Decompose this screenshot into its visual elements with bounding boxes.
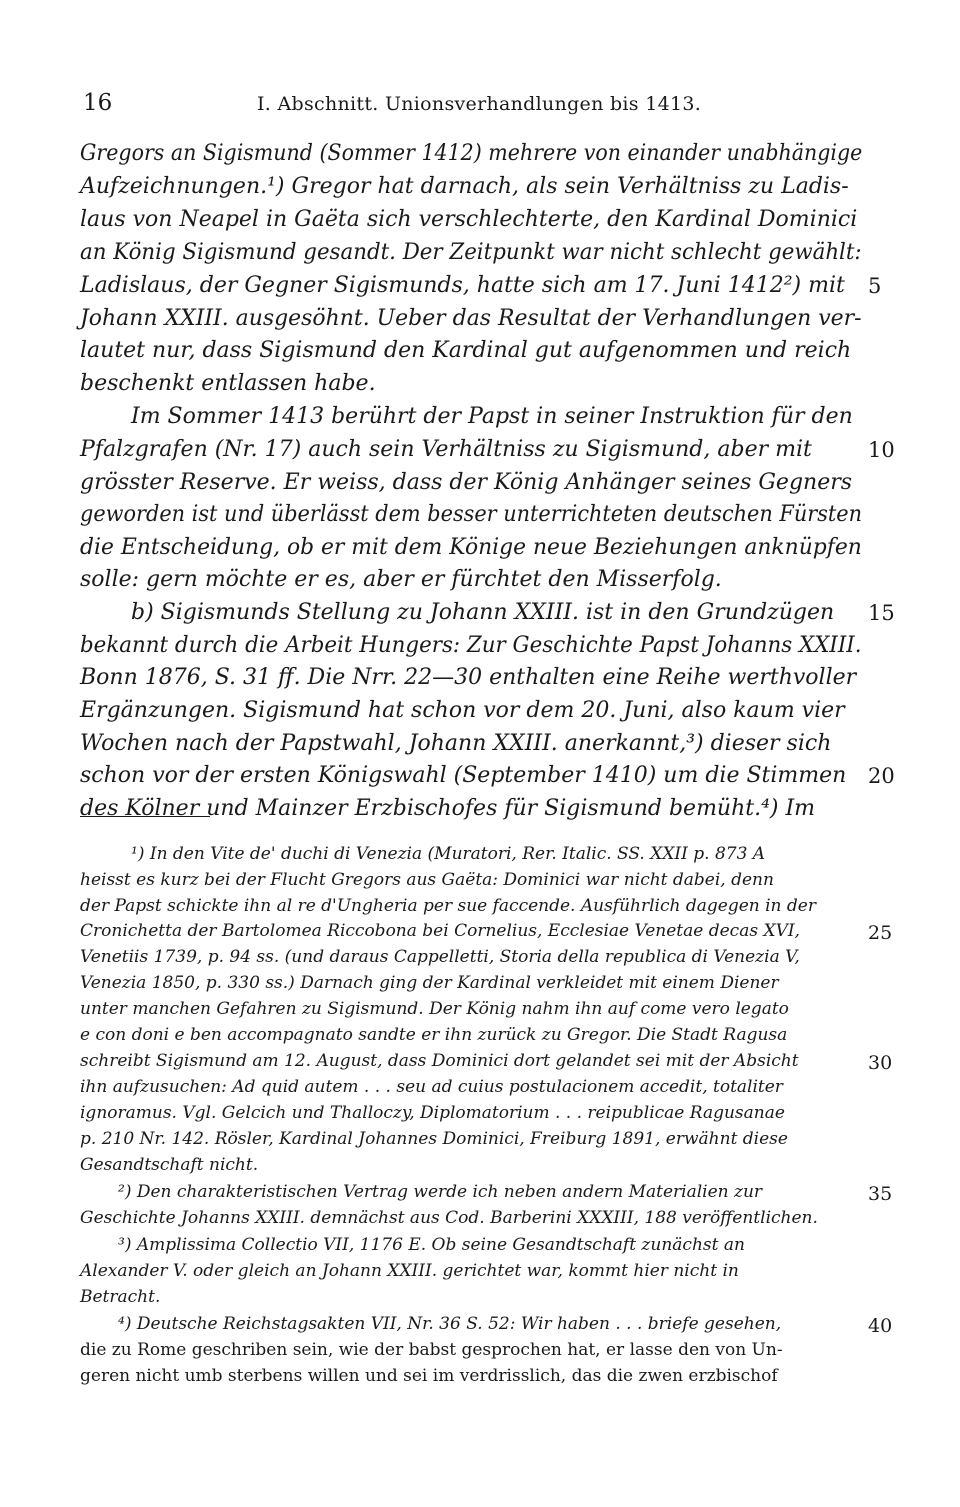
footnote-line: Geschichte Johanns XXIII. demnächst aus Cod. Barberini XXXIII, 188 veröffentlichen. [80,1208,818,1228]
body-line: Ladislaus, der Gegner Sigismunds, hatte sich am 17. Juni 1412²) mit [80,273,845,298]
body-line: Bonn 1876, S. 31 ff. Die Nrr. 22—30 enthalten eine Reihe werthvoller [80,665,857,690]
body-line: bekannt durch die Arbeit Hungers: Zur Geschichte Papst Johanns XXIII. [80,633,862,658]
footnote-line: e con doni e ben accompagnato sandte er ihn zurück zu Gregor. Die Stadt Ragusa [80,1025,788,1045]
body-line: grösster Reserve. Er weiss, dass der König Anhänger seines Gegners [80,470,853,495]
footnote-line: Alexander V. oder gleich an Johann XXIII. gerichtet war, kommt hier nicht in [80,1261,739,1281]
footnote-line: schreibt Sigismund am 12. August, dass Dominici dort gelandet sei mit der Absicht [80,1051,799,1071]
footnote-line: Venezia 1850, p. 330 ss.) Darnach ging der Kardinal verkleidet mit einem Diener [80,973,779,993]
footnote-line: Venetiis 1739, p. 94 ss. (und daraus Cappelletti, Storia della republica di Venezia V, [80,947,800,967]
footnote-line: ²) Den charakteristischen Vertrag werde ich neben andern Materialien zur [118,1182,763,1202]
footnote-line: heisst es kurz bei der Flucht Gregors aus Gaëta: Dominici war nicht dabei, denn [80,870,774,890]
body-line: Im Sommer 1413 berührt der Papst in seiner Instruktion für den [131,404,853,429]
body-line: beschenkt entlassen habe. [80,371,376,396]
footnote-separator [80,816,210,817]
body-line: geworden ist und überlässt dem besser unterrichteten deutschen Fürsten [80,502,863,527]
footnote-line: Cronichetta der Bartolomea Riccobona bei Cornelius, Ecclesiae Venetae decas XVI, [80,921,800,941]
footnote-line: der Papst schickte ihn al re d'Ungheria per sue faccende. Ausführlich dagegen in der [80,896,816,916]
line-number: 20 [868,764,895,788]
body-line: Gregors an Sigismund (Sommer 1412) mehrere von einander unabhängige [80,141,863,166]
footnote-line: Gesandtschaft nicht. [80,1155,259,1175]
line-number: 5 [868,274,882,298]
line-number: 25 [868,922,893,944]
footnote-line: geren nicht umb sterbens willen und sei im verdrisslich, das die zwen erzbischof [80,1366,778,1386]
body-line: Aufzeichnungen.¹) Gregor hat darnach, als sein Verhältniss zu Ladis- [80,174,849,199]
running-title: I. Abschnitt. Unionsverhandlungen bis 1413. [257,93,702,115]
footnote-line: ³) Amplissima Collectio VII, 1176 E. Ob seine Gesandtschaft zunächst an [118,1235,745,1255]
line-number: 15 [868,601,895,625]
line-number: 35 [868,1183,893,1205]
line-number: 40 [868,1315,893,1337]
body-line: laus von Neapel in Gaëta sich verschlechterte, den Kardinal Dominici [80,207,858,232]
body-line: Johann XXIII. ausgesöhnt. Ueber das Resultat der Verhandlungen ver- [80,306,862,331]
body-line: schon vor der ersten Königswahl (September 1410) um die Stimmen [80,763,847,788]
body-line: b) Sigismunds Stellung zu Johann XXIII. ist in den Grundzügen [131,600,835,625]
body-line: des Kölner und Mainzer Erzbischofes für Sigismund bemüht.⁴) Im [80,796,816,821]
body-line: lautet nur, dass Sigismund den Kardinal gut aufgenommen und reich [80,338,852,363]
line-number: 10 [868,438,895,462]
footnote-line: ignoramus. Vgl. Gelcich und Thalloczy, Diplomatorium . . . reipublicae Ragusanae [80,1103,785,1123]
body-line: die Entscheidung, ob er mit dem Könige neue Beziehungen anknüpfen [80,535,862,560]
footnote-line: ⁴) Deutsche Reichstagsakten VII, Nr. 36 S. 52: Wir haben . . . briefe gesehen, [118,1314,782,1334]
body-line: an König Sigismund gesandt. Der Zeitpunkt war nicht schlecht gewählt: [80,240,862,265]
body-line: solle: gern möchte er es, aber er fürchtet den Misserfolg. [80,567,722,592]
body-line: Wochen nach der Papstwahl, Johann XXIII. anerkannt,³) dieser sich [80,731,832,756]
body-line: Ergänzungen. Sigismund hat schon vor dem 20. Juni, also kaum vier [80,698,845,723]
footnote-line: ihn aufzusuchen: Ad quid autem . . . seu ad cuius postulacionem accedit, totaliter [80,1077,783,1097]
footnote-line: die zu Rome geschriben sein, wie der babst gesprochen hat, er lasse den von Un- [80,1340,783,1360]
footnote-line: Betracht. [80,1287,161,1307]
body-line: Pfalzgrafen (Nr. 17) auch sein Verhältniss zu Sigismund, aber mit [80,437,812,462]
footnote-line: ¹) In den Vite de' duchi di Venezia (Muratori, Rer. Italic. SS. XXII p. 873 A [131,844,766,864]
page-number: 16 [83,90,113,116]
footnote-line: p. 210 Nr. 142. Rösler, Kardinal Johannes Dominici, Freiburg 1891, erwähnt diese [80,1129,788,1149]
line-number: 30 [868,1052,893,1074]
footnote-line: unter manchen Gefahren zu Sigismund. Der König nahm ihn auf come vero legato [80,999,789,1019]
